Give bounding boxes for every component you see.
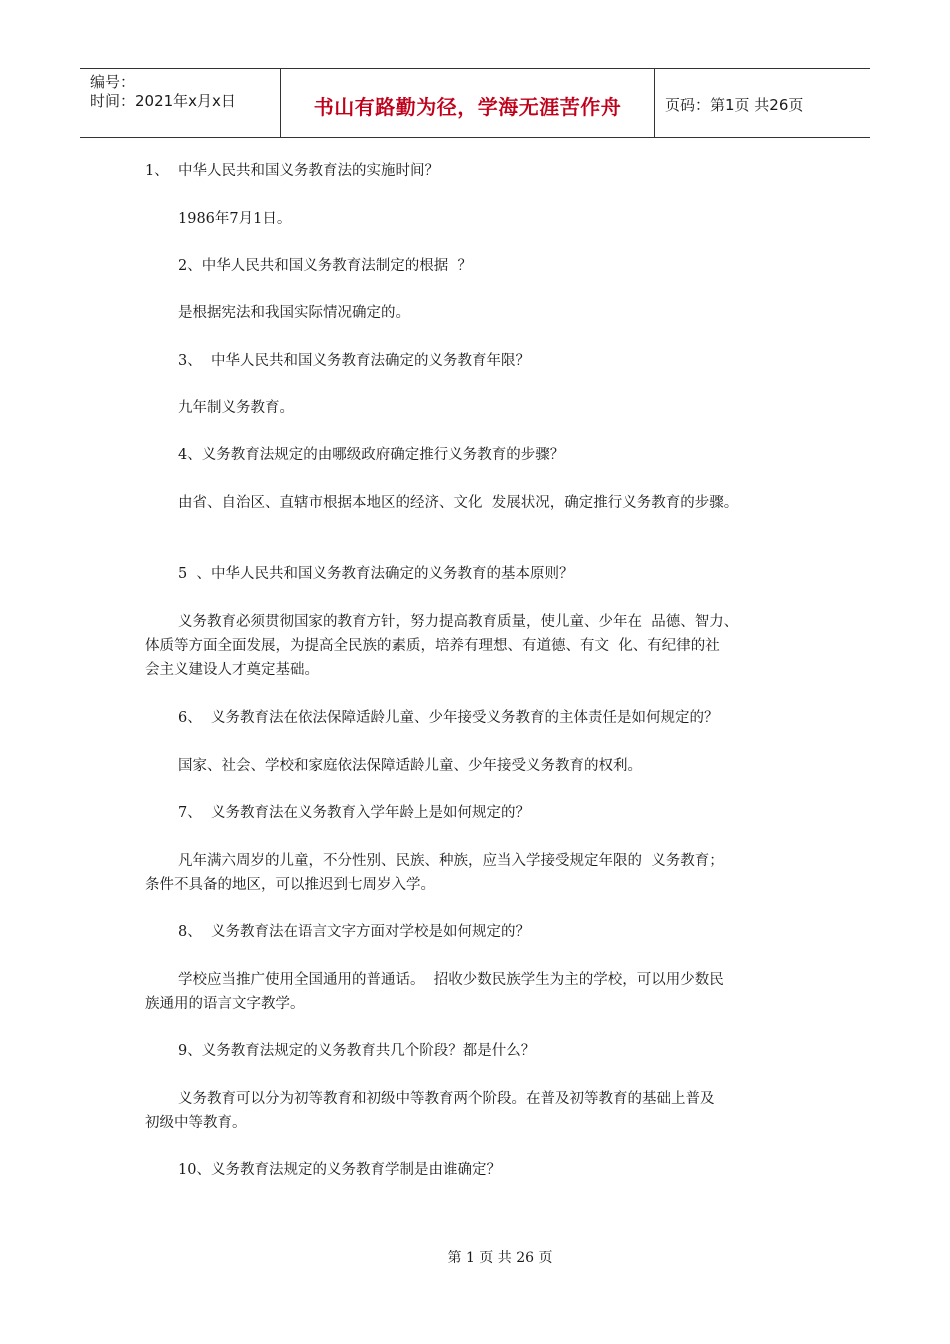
answer-3: 九年制义务教育。 (178, 400, 294, 416)
question-1: 1、 中华人民共和国义务教育法的实施时间？ (145, 163, 439, 179)
answer-5-line-2: 体质等方面全面发展，为提高全民族的素质，培养有理想、有道德、有文 化、有纪律的社 (145, 638, 720, 654)
question-7: 7、 义务教育法在义务教育入学年龄上是如何规定的？ (178, 805, 530, 821)
page-footer: 第 1 页 共 26 页 (447, 1250, 553, 1266)
answer-7-line-2: 条件不具备的地区，可以推迟到七周岁入学。 (145, 877, 435, 893)
answer-5-line-1: 义务教育必须贯彻国家的教育方针，努力提高教育质量，使儿童、少年在 品德、智力、 (178, 614, 739, 630)
number-label: 编号： (90, 73, 136, 91)
time-label: 时间：2021年x月x日 (90, 92, 236, 110)
answer-1: 1986年7月1日。 (178, 211, 292, 227)
question-8: 8、 义务教育法在语言文字方面对学校是如何规定的？ (178, 924, 530, 940)
answer-9-line-2: 初级中等教育。 (145, 1115, 247, 1131)
question-5: 5 、中华人民共和国义务教育法确定的义务教育的基本原则？ (178, 566, 574, 582)
page-header (80, 68, 870, 138)
answer-8-line-1: 学校应当推广使用全国通用的普通话。 招收少数民族学生为主的学校，可以用少数民 (178, 972, 724, 988)
question-9: 9、义务教育法规定的义务教育共几个阶段？都是什么？ (178, 1043, 536, 1059)
question-4: 4、义务教育法规定的由哪级政府确定推行义务教育的步骤？ (178, 447, 565, 463)
answer-6: 国家、社会、学校和家庭依法保障适龄儿童、少年接受义务教育的权利。 (178, 758, 642, 774)
header-page-info: 页码：第1页 共26页 (665, 95, 804, 114)
question-2: 2、中华人民共和国义务教育法制定的根据 ？ (178, 258, 472, 274)
answer-4: 由省、自治区、直辖市根据本地区的经济、文化 发展状况，确定推行义务教育的步骤。 (178, 495, 739, 511)
answer-2: 是根据宪法和我国实际情况确定的。 (178, 305, 410, 321)
header-meta (80, 69, 281, 137)
answer-5-line-3: 会主义建设人才奠定基础。 (145, 662, 319, 678)
question-10: 10、义务教育法规定的义务教育学制是由谁确定？ (178, 1162, 501, 1178)
answer-9-line-1: 义务教育可以分为初等教育和初级中等教育两个阶段。在普及初等教育的基础上普及 (178, 1091, 715, 1107)
header-motto: 书山有路勤为径，学海无涯苦作舟 (281, 69, 655, 137)
question-6: 6、 义务教育法在依法保障适龄儿童、少年接受义务教育的主体责任是如何规定的？ (178, 710, 719, 726)
answer-8-line-2: 族通用的语言文字教学。 (145, 996, 305, 1012)
answer-7-line-1: 凡年满六周岁的儿童，不分性别、民族、种族，应当入学接受规定年限的 义务教育； (178, 853, 724, 869)
question-3: 3、 中华人民共和国义务教育法确定的义务教育年限？ (178, 353, 530, 369)
